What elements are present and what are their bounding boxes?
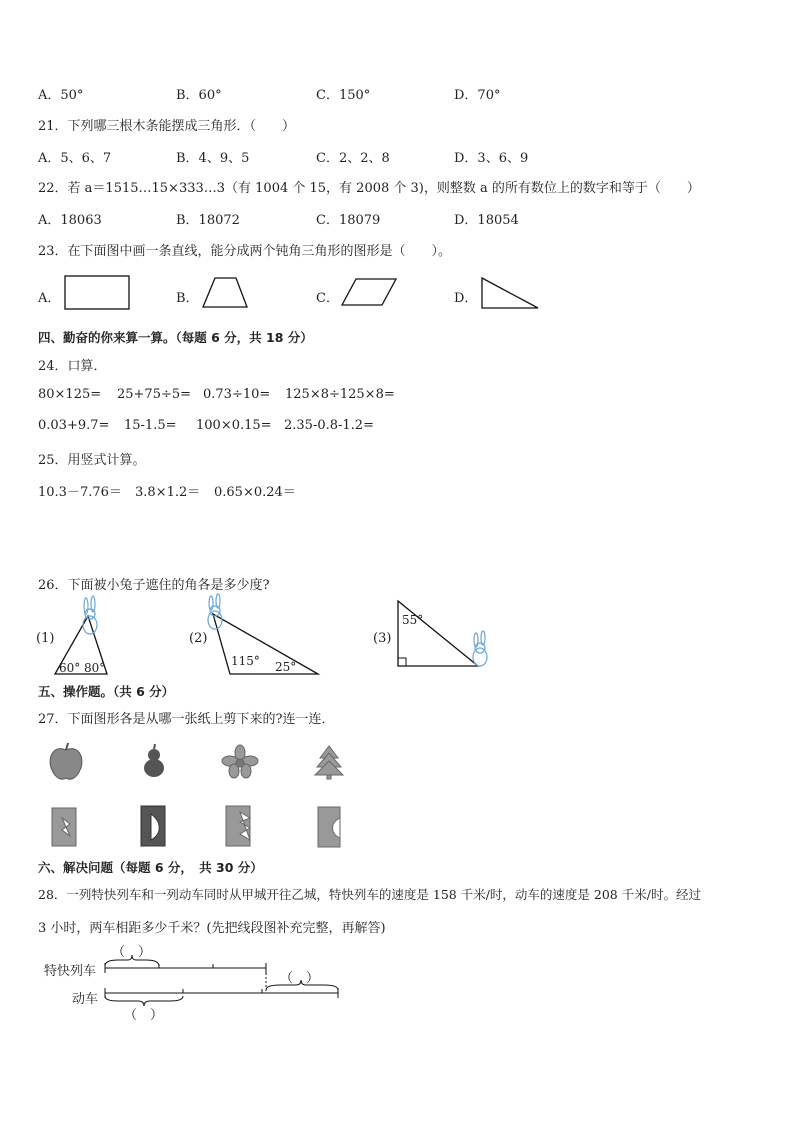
fig2-angle-right: 25° — [275, 660, 297, 674]
q23-option-b: B． — [176, 291, 199, 306]
paren-right: （ ） — [280, 971, 320, 986]
q20-option-a: A．50° — [38, 88, 84, 103]
q23-option-a: A． — [38, 291, 61, 306]
q26-stem: 26．下面被小兔子遮住的角各是多少度? — [38, 578, 270, 593]
section6-title: 六、解决问题（每题 6 分， 共 30 分） — [38, 860, 263, 875]
q27-stem: 27．下面图形各是从哪一张纸上剪下来的?连一连． — [38, 712, 335, 727]
fig2-angle-left: 115° — [231, 654, 260, 668]
q20-option-c: C．150° — [316, 88, 371, 103]
q21-option-d: D．3、6、9 — [454, 151, 529, 166]
q25-item-2: 3.8×1.2＝ — [135, 485, 201, 500]
q22-option-d: D．18054 — [454, 213, 519, 228]
q24-r2-c3: 100×0.15= — [196, 418, 272, 433]
paren-bottom: （ ） — [124, 1008, 164, 1023]
q24-r1-c4: 125×8÷125×8= — [285, 387, 395, 402]
q24-r1-c2: 25+75÷5= — [117, 387, 192, 402]
fig1-angle-left: 60° — [59, 661, 81, 675]
q26-fig3-label: (3) — [373, 631, 392, 646]
q22-option-c: C．18079 — [316, 213, 381, 228]
q28-stem-2: 3 小时，两车相距多少千米？(先把线段图补充完整，再解答) — [38, 921, 386, 936]
fig3-angle-top: 55° — [402, 613, 424, 627]
q23-option-d: D． — [454, 291, 478, 306]
q22-stem: 22．若 a＝1515…15×333…3（有 1004 个 15，有 2008 个 3)，则整数 a 的所有数位上的数字和等于（ ） — [38, 181, 700, 196]
q21-option-b: B．4、9、5 — [176, 151, 250, 166]
section4-title: 四、勤奋的你来算一算。（每题 6 分，共 18 分） — [38, 330, 313, 345]
fig1-angle-right: 80° — [84, 661, 106, 675]
q25-item-3: 0.65×0.24＝ — [214, 485, 296, 500]
q22-option-a: A．18063 — [38, 213, 102, 228]
q23-option-c: C． — [316, 291, 339, 306]
label-emu-train: 动车 — [72, 992, 99, 1007]
q28-stem-1: 28．一列特快列车和一列动车同时从甲城开往乙城，特快列车的速度是 158 千米/时，动车的速度是 208 千米/时。经过 — [38, 887, 701, 902]
paren-top: （ ） — [112, 945, 152, 960]
q25-stem: 25．用竖式计算。 — [38, 453, 146, 468]
q21-option-c: C．2、2、8 — [316, 151, 390, 166]
q24-r1-c1: 80×125= — [38, 387, 102, 402]
q20-option-d: D．70° — [454, 88, 501, 103]
q20-option-b: B．60° — [176, 88, 222, 103]
q21-stem: 21．下列哪三根木条能摆成三角形．（ ） — [38, 119, 296, 134]
q25-item-1: 10.3－7.76＝ — [38, 485, 122, 500]
q24-r2-c2: 15-1.5= — [124, 418, 177, 433]
q26-fig1-label: (1) — [36, 631, 55, 646]
q24-stem: 24．口算． — [38, 359, 107, 374]
q24-r1-c3: 0.73÷10= — [203, 387, 271, 402]
q22-option-b: B．18072 — [176, 213, 240, 228]
q26-fig2-label: (2) — [189, 631, 208, 646]
q23-stem: 23．在下面图中画一条直线，能分成两个钝角三角形的图形是（ ）。 — [38, 244, 452, 259]
q24-r2-c1: 0.03+9.7= — [38, 418, 110, 433]
label-express-train: 特快列车 — [44, 964, 97, 979]
section5-title: 五、操作题。（共 6 分） — [38, 684, 175, 699]
q21-option-a: A．5、6、7 — [38, 151, 112, 166]
q24-r2-c4: 2.35-0.8-1.2= — [284, 418, 374, 433]
